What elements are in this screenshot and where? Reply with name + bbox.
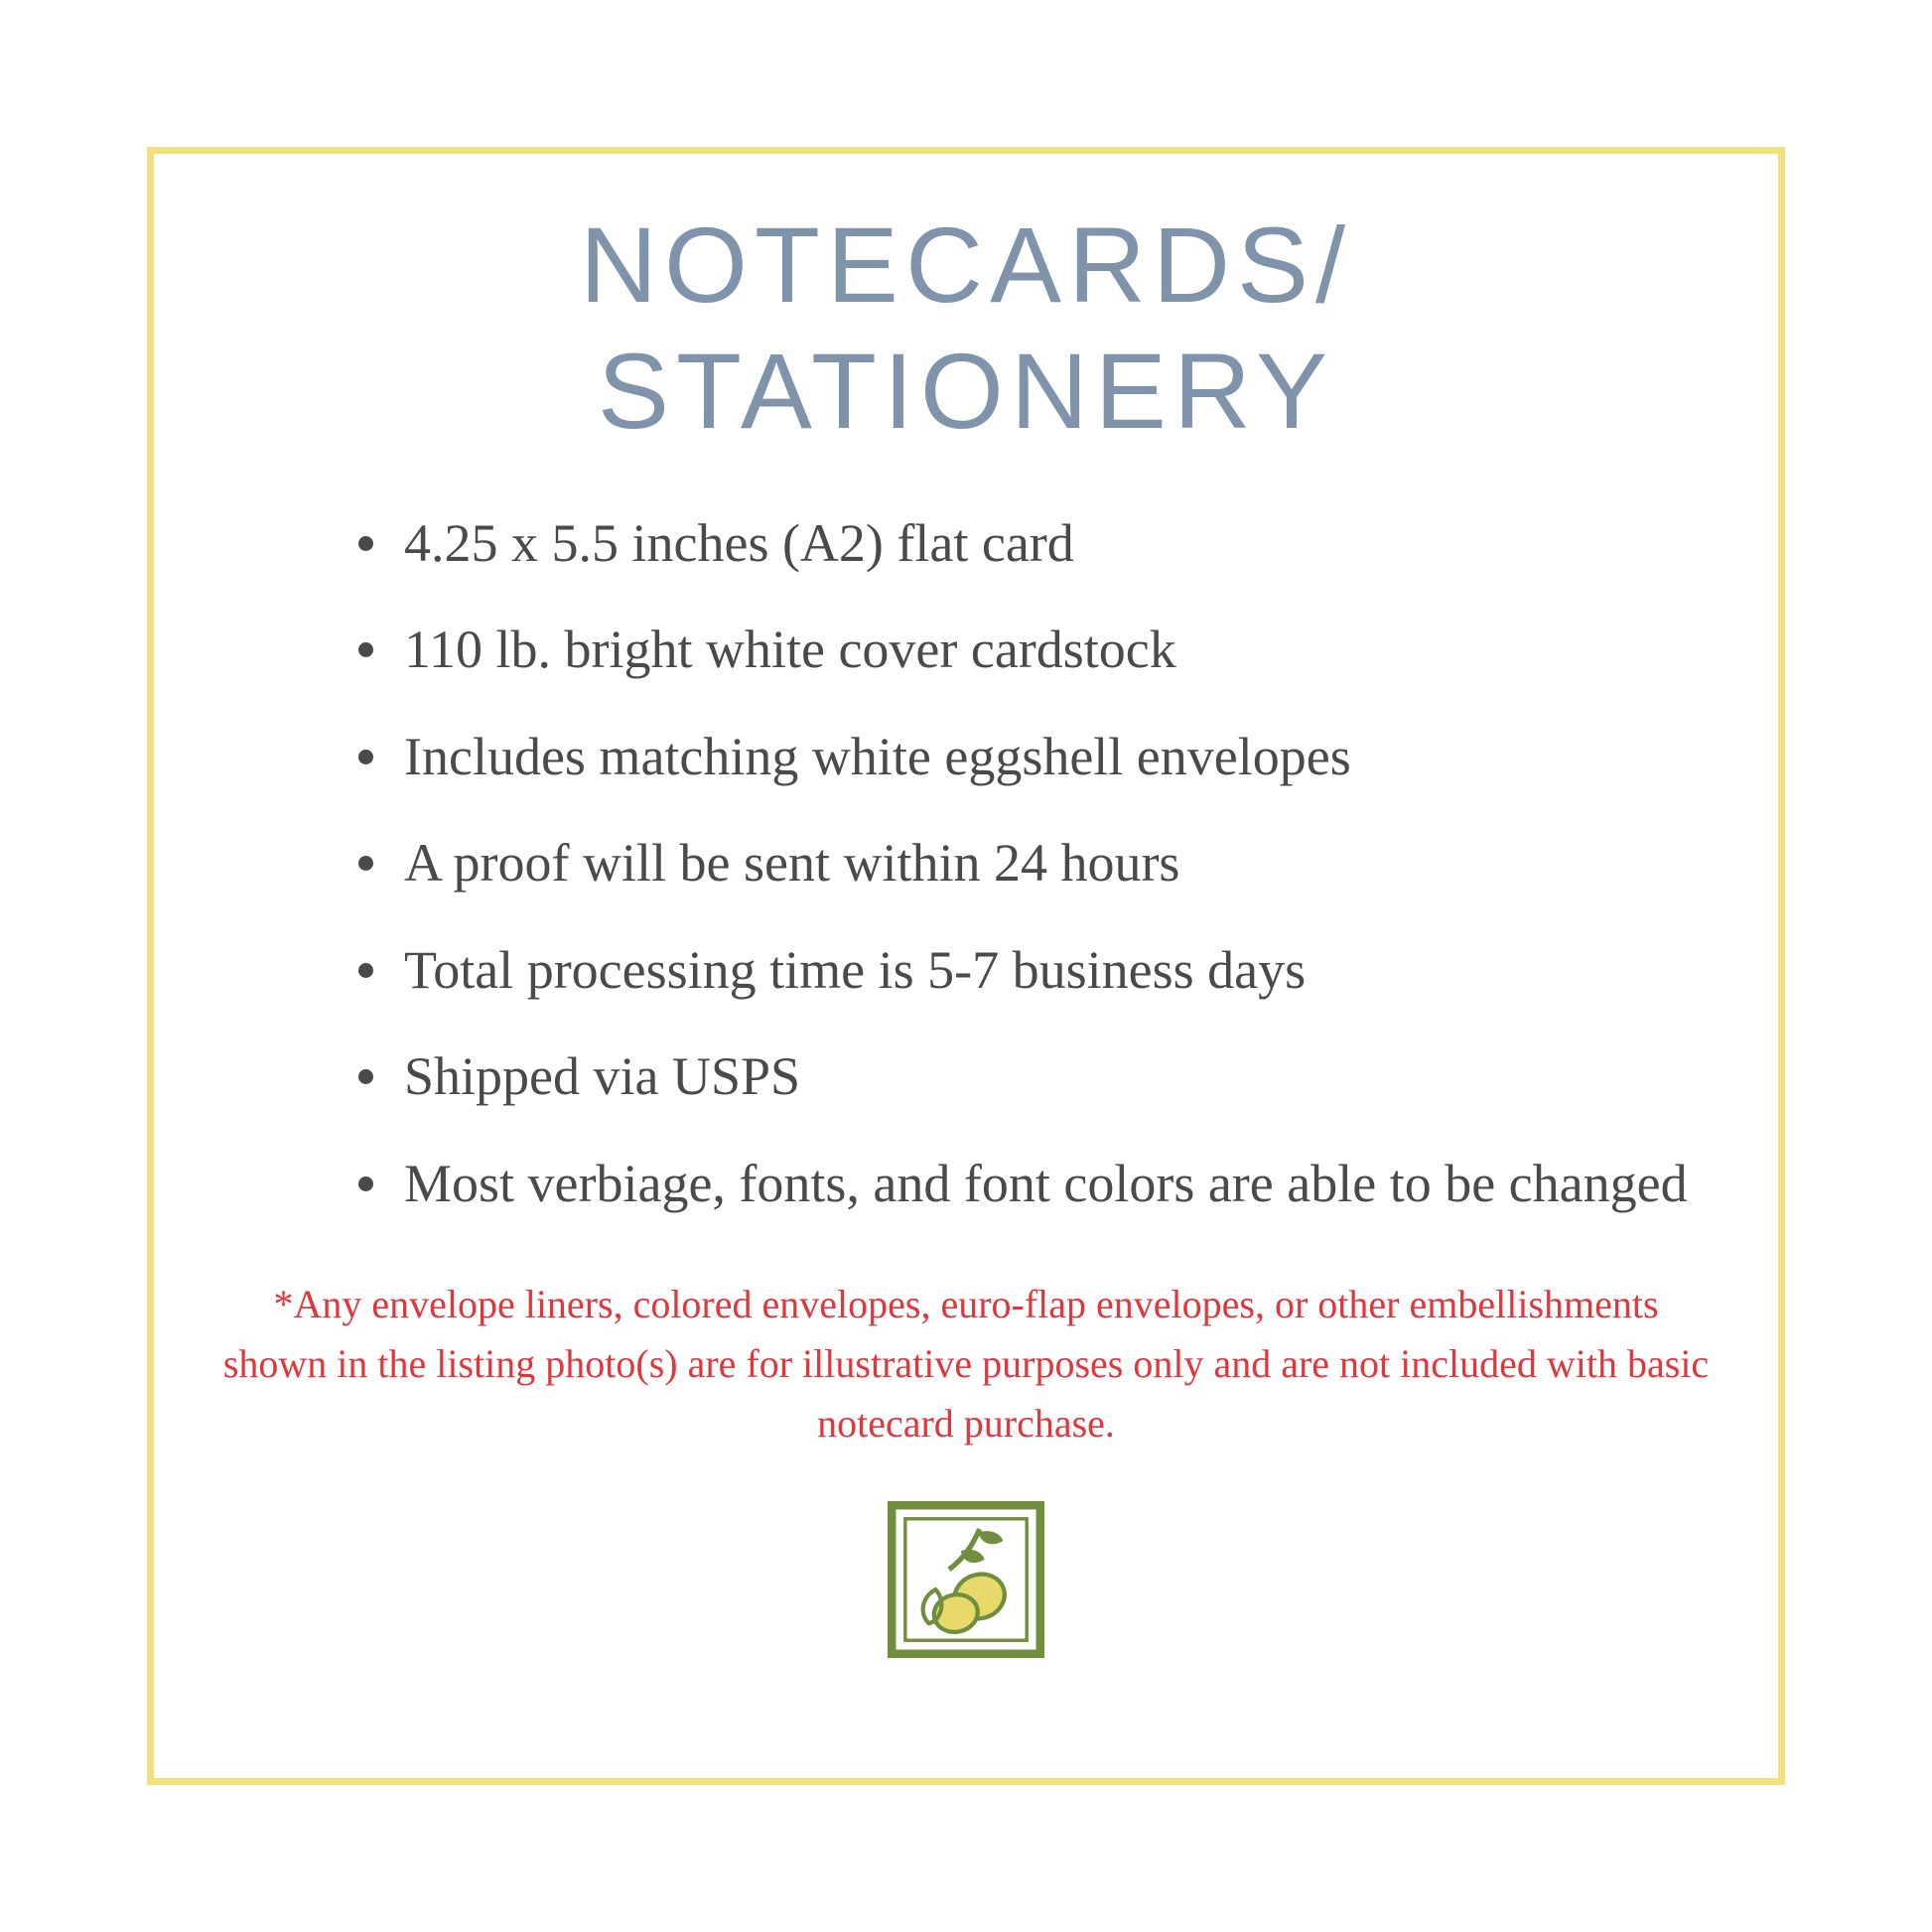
list-item: Total processing time is 5-7 business days xyxy=(352,927,1691,1014)
list-item: Most verbiage, fonts, and font colors are able to be changed xyxy=(352,1141,1691,1227)
info-card xyxy=(147,147,1785,1785)
page-title-line-2: STATIONERY xyxy=(597,331,1335,452)
list-item: 4.25 x 5.5 inches (A2) flat card xyxy=(352,500,1691,587)
list-item: Shipped via USPS xyxy=(352,1034,1691,1120)
lemon-branch-logo-icon xyxy=(882,1495,1050,1664)
page-title xyxy=(218,202,1713,455)
page-title-line-1: NOTECARDS/ xyxy=(579,205,1353,325)
disclaimer-text: *Any envelope liners, colored envelopes, euro-flap envelopes, or other embellishments shown in the listing photo(s) are for illustrative purposes only and are not included with basic notecard purchase. xyxy=(222,1282,1710,1447)
list-item: Includes matching white eggshell envelopes xyxy=(352,714,1691,800)
list-item: 110 lb. bright white cover cardstock xyxy=(352,607,1691,693)
list-item: A proof will be sent within 24 hours xyxy=(352,820,1691,906)
product-details-list xyxy=(241,500,1691,1247)
